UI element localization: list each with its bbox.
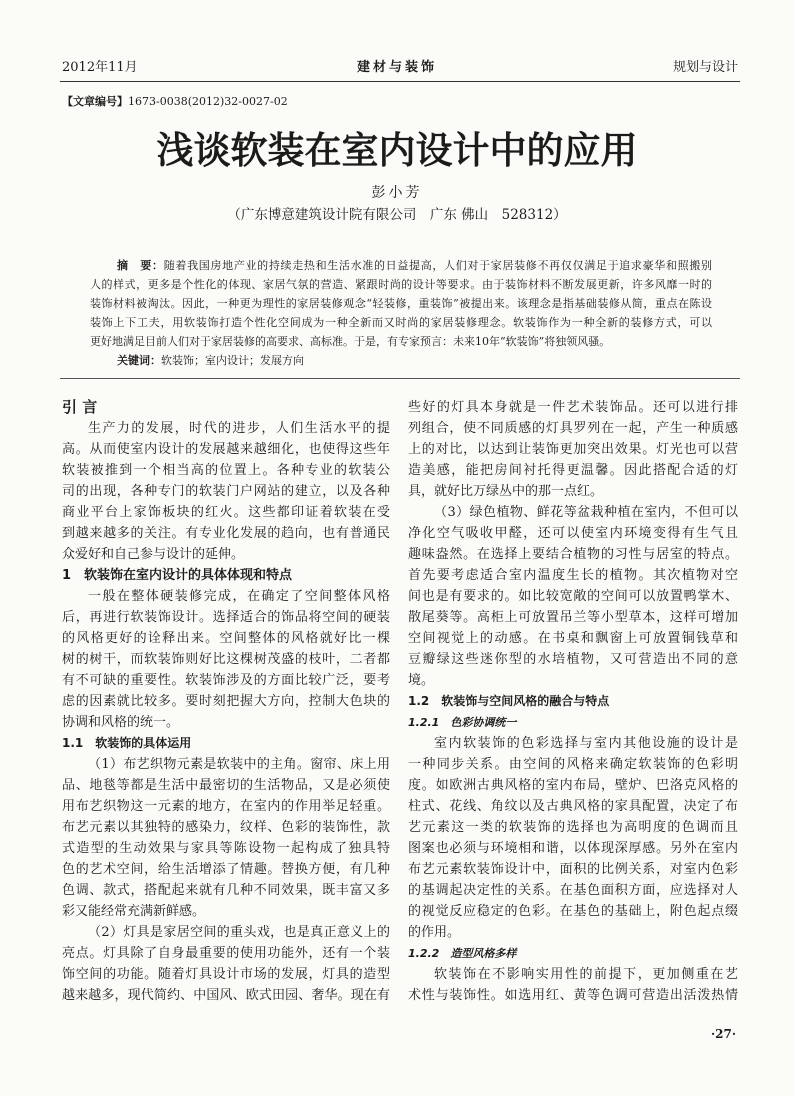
- keywords-label: 关键词：: [117, 354, 161, 367]
- article-number: [62, 95, 288, 109]
- body-text-line: 有不可缺的重要性。软装饰涉及的方面比较广泛，要考: [62, 673, 390, 688]
- body-text-line: 后，再进行软装饰设计。选择适合的饰品将空间的硬装: [62, 610, 390, 625]
- abstract-label: 摘 要：: [117, 259, 164, 272]
- section-rule: [60, 378, 740, 379]
- section-heading: 1.2 软装饰与空间风格的融合与特点: [408, 694, 610, 708]
- body-text-line: 的作用。: [408, 925, 461, 940]
- body-text-line: 高。从而使室内设计的发展越来越细化，也使得这些年: [62, 442, 390, 457]
- section-heading: 1 软装饰在室内设计的具体体现和特点: [62, 568, 293, 583]
- body-text-line: 首先要考虑适合室内温度生长的植物。其次植物对空: [408, 568, 738, 583]
- body-text-line: 柱式、花线、角纹以及古典风格的家具配置，决定了布: [408, 799, 738, 814]
- body-text-line: 用布艺织物这一元素的地方，在室内的作用举足轻重。: [62, 799, 390, 814]
- body-text-line: 虑的因素就比较多。要时刻把握大方向，控制大色块的: [62, 694, 390, 709]
- abstract-line: 更好地满足目前人们对于家居装修的高要求、高标准。于是，有专家预言：未来10年“软装饰”将独领风骚。: [90, 335, 611, 348]
- keywords-line: [90, 351, 712, 370]
- paragraph: [62, 418, 390, 565]
- body-text-line: 度。如欧洲古典风格的室内布局，壁炉、巴洛克风格的: [408, 778, 738, 793]
- left-column: [62, 397, 390, 1006]
- body-text-line: 色调、款式，搭配起来就有几种不同效果，既丰富又多: [62, 883, 390, 898]
- body-text-line: 些好的灯具本身就是一件艺术装饰品。还可以进行排: [408, 400, 738, 415]
- section-heading: 1.2.2 造型风格多样: [408, 947, 517, 960]
- body-text-line: 商业平台上家饰板块的红火。这些都印证着软装在受: [62, 505, 390, 520]
- article-number-label: 【文章编号】: [62, 95, 128, 108]
- body-text-line: 一种同步关系。由空间的风格来确定软装饰的色彩明: [408, 757, 738, 772]
- abstract-line: 装饰材料被淘汰。因此，一种更为理性的家居装修观念“轻装修，重装饰”被提出来。该理念是指基础装修从简，重点在陈设: [90, 297, 712, 310]
- body-text-line: 饰空间的功能。随着灯具设计市场的发展，灯具的造型: [62, 967, 390, 982]
- body-text-line: 的基调起决定性的关系。在基色面积方面，应选择对人: [408, 883, 738, 898]
- section-heading: 引 言: [62, 398, 98, 416]
- paragraph: [62, 586, 390, 733]
- body-text-line: 众爱好和自己参与设计的延伸。: [62, 547, 245, 562]
- paragraph: [62, 754, 390, 922]
- body-text-line: 具，就好比万绿丛中的那一点红。: [408, 484, 604, 499]
- body-text-line: 软装被推到一个相当高的位置上。各种专业的软装公: [62, 463, 390, 478]
- body-text-line: 艺元素这一类的软装饰的选择也为高明度的色调而且: [408, 820, 738, 835]
- abstract-line: [90, 256, 712, 275]
- body-text-line: 术性与装饰性。如选用红、黄等色调可营造出活泼热情: [408, 988, 738, 1003]
- body-text-line: （1）布艺织物元素是软装中的主角。窗帘、床上用: [88, 757, 390, 772]
- body-text-line: （2）灯具是家居空间的重头戏，也是真正意义上的: [88, 925, 390, 940]
- body-text-line: 豆瓣绿这些迷你型的水培植物，又可营造出不同的意: [408, 652, 738, 667]
- abstract-line: 装饰上下工夫，用软装饰打造个性化空间成为一种全新而又时尚的家居装修理念。软装饰作为一种全新的装修方式，可以: [90, 316, 712, 329]
- header-rule: [60, 81, 740, 82]
- body-text-line: 列组合，使不同质感的灯具罗列在一起，产生一种质感: [408, 421, 738, 436]
- body-text-line: 彩又能经常充满新鲜感。: [62, 904, 206, 919]
- body-text-line: 室内软装饰的色彩选择与室内其他设施的设计是: [434, 736, 738, 751]
- body-text-line: 净化空气吸收甲醛，还可以使室内环境变得有生气且: [408, 526, 738, 541]
- body-text-line: 空间视觉上的动感。在书桌和飘窗上可放置铜钱草和: [408, 631, 738, 646]
- author-affiliation: （广东博意建筑设计院有限公司 广东 佛山 528312）: [227, 207, 567, 223]
- body-text-line: 上的对比，以达到让装饰更加突出效果。灯光也可以营: [408, 442, 738, 457]
- page-number: ·27·: [710, 1027, 736, 1041]
- body-text-line: 散尾葵等。高柜上可放置吊兰等小型草本，这样可增加: [408, 610, 738, 625]
- body-text-line: 布艺元素以其独特的感染力，纹样、色彩的装饰性，款: [62, 820, 390, 835]
- body-text-line: 趣味盎然。在选择上要结合植物的习性与居室的特点。: [408, 547, 738, 562]
- body-text-line: 品、地毯等都是生活中最密切的生活物品，又是必须使: [62, 778, 390, 793]
- keywords-text: 软装饰；室内设计；发展方向: [161, 354, 304, 367]
- body-text-line: 到越来越多的关注。有专业化发展的趋向，也有普通民: [62, 526, 390, 541]
- body-text-line: 式造型的生动效果与家具等陈设物一起构成了独具特: [62, 841, 390, 856]
- article-title: 浅谈软装在室内设计中的应用: [156, 128, 638, 172]
- journal-name: 建材与装饰: [356, 60, 437, 75]
- body-text-line: 间也是有要求的。如比较宽敞的空间可以放置鸭掌木、: [408, 589, 738, 604]
- body-text-line: 图案也必须与环境相和谐，以体现深厚感。另外在室内: [408, 841, 738, 856]
- right-column: [408, 397, 738, 1006]
- abstract-text: 随着我国房地产业的持续走热和生活水准的日益提高，人们对于家居装修不再仅仅满足于追求豪华和照搬别: [163, 259, 713, 272]
- body-text-line: 布艺元素软装饰设计中，面积的比例关系，对室内色彩: [408, 862, 738, 877]
- section-heading: 1.1 软装饰的具体运用: [62, 736, 192, 750]
- body-text-line: 造美感，能把房间衬托得更温馨。因此搭配合适的灯: [408, 463, 738, 478]
- body-text-line: 色的艺术空间，给生活增添了情趣。替换方便，有几种: [62, 862, 390, 877]
- body-text-line: 亮点。灯具除了自身最重要的使用功能外，还有一个装: [62, 946, 390, 961]
- body-text-line: 越来越多，现代简约、中国风、欧式田园、奢华。现在有: [62, 988, 390, 1003]
- paragraph: [408, 502, 738, 691]
- header-date: 2012年11月: [62, 60, 138, 75]
- body-text-line: 树的树干，而软装饰则好比这棵树茂盛的枝叶，二者都: [62, 652, 390, 667]
- author-name: 彭小芳: [371, 185, 423, 201]
- paragraph: [408, 964, 738, 1006]
- body-text-line: 司的出现，各种专门的软装门户网站的建立，以及各种: [62, 484, 390, 499]
- body-text-line: 境。: [408, 673, 435, 688]
- body-text-line: 生产力的发展，时代的进步，人们生活水平的提: [88, 421, 390, 436]
- body-text-line: 的视觉反应稳定的色彩。在基色的基础上，附色起点缀: [408, 904, 738, 919]
- paragraph: [62, 922, 390, 1006]
- paragraph: [408, 733, 738, 943]
- body-text-line: 的风格更好的诠释出来。空间整体的风格就好比一棵: [62, 631, 390, 646]
- abstract-line: 人的样式，更多是个性化的体现、家居气氛的营造、紧跟时尚的设计等要求。由于装饰材料不断发展更新，许多风靡一时的: [90, 278, 712, 291]
- body-text-line: 一般在整体硬装修完成，在确定了空间整体风格: [88, 589, 390, 604]
- abstract-block: [90, 256, 712, 370]
- article-number-value: 1673-0038(2012)32-0027-02: [128, 95, 288, 108]
- paragraph: [408, 397, 738, 502]
- section-heading: 1.2.1 色彩协调统一: [408, 716, 517, 729]
- body-text-line: 软装饰在不影响实用性的前提下，更加侧重在艺: [434, 967, 738, 982]
- body-text-line: 协调和风格的统一。: [62, 715, 180, 730]
- header-section: 规划与设计: [672, 60, 738, 75]
- body-text-line: （3）绿色植物、鲜花等盆栽种植在室内，不但可以: [434, 505, 738, 520]
